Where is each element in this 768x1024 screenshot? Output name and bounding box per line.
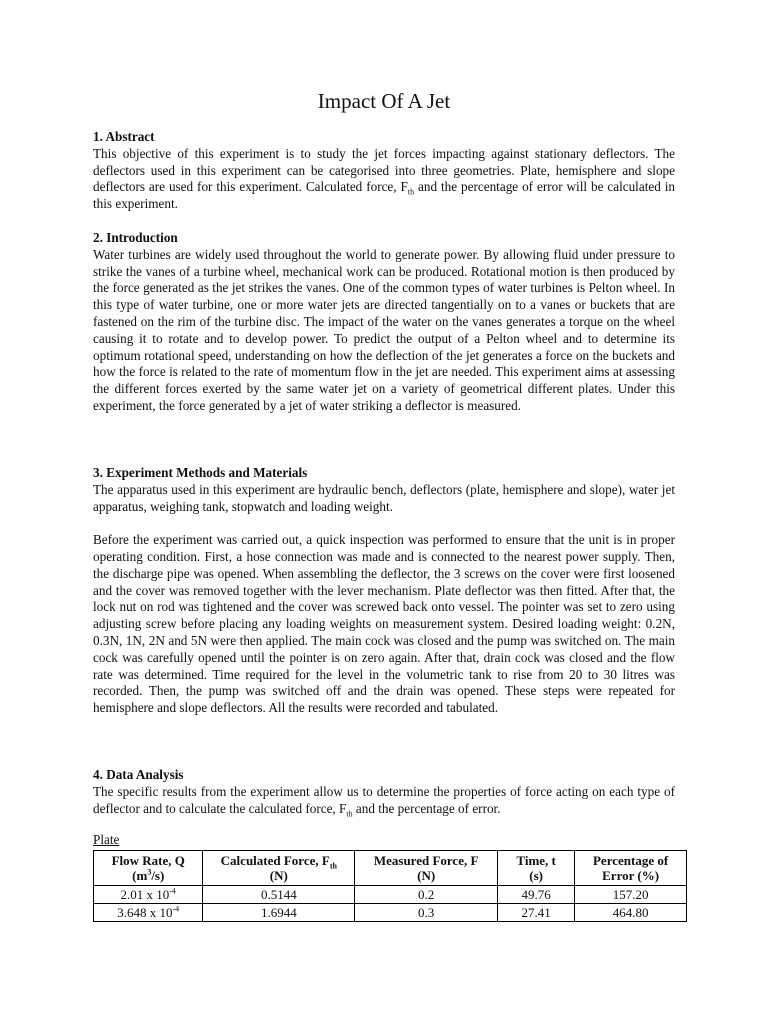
analysis-heading: 4. Data Analysis [93,767,184,782]
abstract-text-part: This objective of this experiment is to study the jet forces impacting against stationary deflectors. The deflectors used in this experiment can be categorised into three geometries. Plate, hemisphere and slope deflectors are used for this experiment. Calculated force, F [93,145,675,195]
header-time [498,851,575,886]
superscript: -4 [169,886,176,896]
cell-measured-force: 0.2 [355,886,498,904]
header-text: (N) [417,868,436,883]
cell-time: 49.76 [498,886,575,904]
cell-percentage-error: 157.20 [575,886,687,904]
header-text: Percentage of [592,853,669,868]
abstract-text [93,146,675,213]
introduction-section [93,230,675,415]
abstract-text-part: and the percentage of error will be calculated in this experiment. [93,179,675,212]
methods-heading: 3. Experiment Methods and Materials [93,465,308,480]
table-row [94,904,687,922]
superscript: -4 [172,904,180,914]
header-text: (s) [529,868,543,883]
header-measured-force [355,851,498,886]
subscript-th: th [407,188,415,198]
abstract-section [93,129,675,213]
abstract-heading: 1. Abstract [93,129,155,144]
header-text: Time, t [516,853,556,868]
header-flow-rate [94,851,203,886]
cell-text: 3.648 x 10 [117,904,173,920]
cell-text: 2.01 x 10 [120,886,170,902]
header-text: /s) [151,868,165,883]
cell-percentage-error: 464.80 [575,904,687,922]
analysis-text-part: The specific results from the experiment allow us to determine the properties of force acting on each type of deflector and to calculate the calculated force, F [93,783,675,816]
table-header-row [94,851,687,886]
header-text: Calculated Force, F [220,853,330,868]
analysis-text-part: and the percentage of error. [352,800,501,816]
document-title: Impact Of A Jet [317,89,451,113]
header-text: Measured Force, F [373,853,479,868]
cell-calculated-force: 1.6944 [203,904,355,922]
cell-flow-rate [94,886,203,904]
table-row [94,886,687,904]
methods-apparatus-text: The apparatus used in this experiment are hydraulic bench, deflectors (plate, hemisphere and slope), water jet apparatus, weighing tank, stopwatch and loading weight. [93,481,675,514]
header-calculated-force [203,851,355,886]
methods-section [93,465,675,717]
analysis-text [93,784,675,818]
header-text: (N) [269,868,288,883]
plate-table-label: Plate [93,832,120,847]
methods-procedure-text: Before the experiment was carried out, a quick inspection was performed to ensure that the unit is in proper operating condition. First, a hose connection was made and is connected to the nearest power supply. Then, the discharge pipe was opened. When assembling the deflector, the 3 screws on the cover were first loosened and the cover was removed together with the lever mechanism. Plate deflector was then fitted. After that, the lock nut on rod was tightened and the cover was screwed back onto vessel. The pointer was set to zero using adjusting screw before placing any loading weights on measurement system. Desired loading weight: 0.2N, 0.3N, 1N, 2N and 5N were then applied. The main cock was closed and the pump was switched on. The main cock was carefully opened until the pointer is on zero again. After that, drain cock was closed and the flow rate was determined. Time required for the level in the volumetric tank to rise from 20 to 30 litres was recorded. Then, the pump was switched off and the drain was opened. These steps were repeated for hemisphere and slope deflectors. All the results were recorded and tabulated. [93,532,675,716]
header-text: Error (%) [602,868,660,883]
subscript-th: th [346,809,353,819]
plate-results-table [93,850,687,922]
analysis-section [93,767,675,817]
header-text: Flow Rate, Q [111,853,185,868]
cell-time: 27.41 [498,904,575,922]
cell-flow-rate [94,904,203,922]
header-percentage-error [575,851,687,886]
header-text: (m [132,868,148,883]
introduction-heading: 2. Introduction [93,230,178,245]
subscript-th: th [329,861,337,871]
superscript: 3 [147,867,152,877]
cell-measured-force: 0.3 [355,904,498,922]
cell-calculated-force: 0.5144 [203,886,355,904]
introduction-text: Water turbines are widely used throughout the world to generate power. By allowing fluid under pressure to strike the vanes of a turbine wheel, mechanical work can be produced. Rotational motion is then produced by the force generated as the jet strikes the vanes. One of the common types of water turbines is Pelton wheel. In this type of water turbine, one or more water jets are directed tangentially on to a vanes or buckets that are fastened on the rim of the turbine disc. The impact of the water on the vanes generates a torque on the wheel causing it to rotate and to develop power. To predict the output of a Pelton wheel and to determine its optimum rotational speed, understanding on how the deflection of the jet generates a force on the buckets and how the force is related to the rate of momentum flow in the jet are needed. This experiment aims at assessing the different forces exerted by the same water jet on a variety of geometrical different plates. Under this experiment, the force generated by a jet of water striking a deflector is measured. [93,246,675,413]
